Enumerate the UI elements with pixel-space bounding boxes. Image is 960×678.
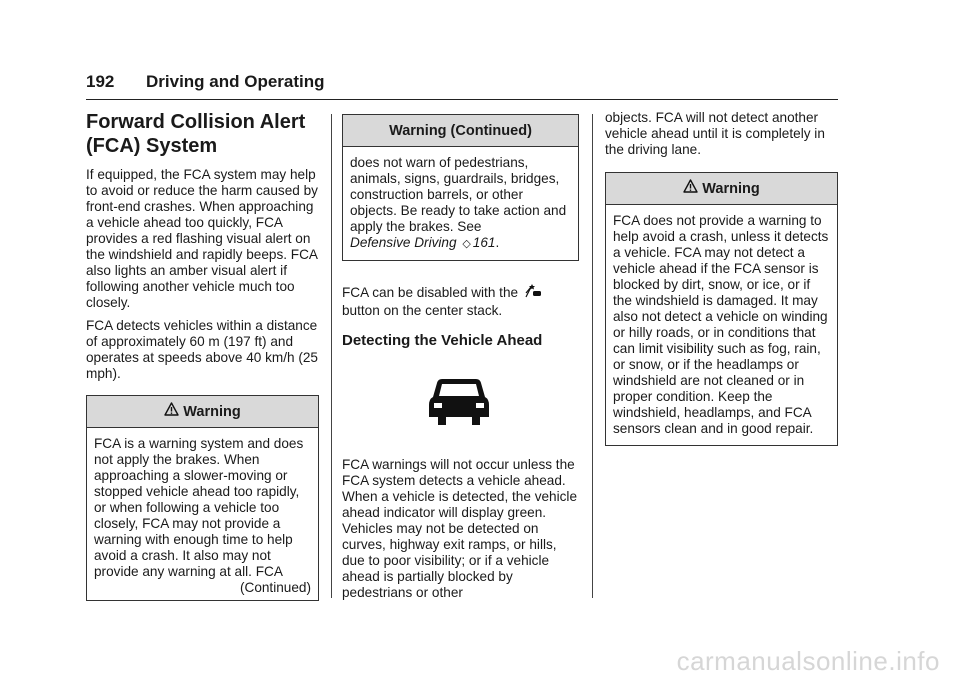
column-1 xyxy=(86,110,319,601)
warning-triangle-icon xyxy=(164,402,179,422)
warning-box-3-header xyxy=(606,173,837,205)
warning-box-2-body: does not warn of pedestrians, animals, signs, guardrails, bridges, construction barrels, or other objects. Be ready to take action and apply the brakes. See Defensive Driving ◇ 161. xyxy=(350,155,567,250)
column-divider-1 xyxy=(331,114,332,598)
warning-box-2-text: does not warn of pedestrians, animals, signs, guardrails, bridges, construction barrels, or other objects. Be ready to take action and apply the brakes. See xyxy=(350,155,567,234)
warning-triangle-icon xyxy=(683,179,698,199)
warning-box-1-text: FCA is a warning system and does not apply the brakes. When approaching a slower-moving or stopped vehicle ahead too rapidly, or when following a vehicle too closely, FCA may not provide a warning with enough time to help avoid a crash. It also may not provide any warning at all. FCA xyxy=(94,436,304,580)
vehicle-ahead-indicator-icon xyxy=(428,375,490,435)
article-title xyxy=(86,110,319,158)
watermark: carmanualsonline.info xyxy=(676,646,940,676)
column-divider-2 xyxy=(592,114,593,598)
fca-disable-text: FCA can be disabled with the xyxy=(342,285,519,300)
section-title: Driving and Operating xyxy=(146,72,325,91)
cross-reference-icon: ◇ xyxy=(462,238,471,250)
column-2 xyxy=(342,114,579,601)
intro-paragraph: If equipped, the FCA system may help to avoid or reduce the harm caused by front-end crashes. When approaching a vehicle ahead too quickly, FCA provides a red flashing visual alert on the windshield and rapidly beeps. FCA also lights an amber visual alert if following another vehicle much too closely. xyxy=(86,167,318,310)
fca-disable-text-end: button on the center stack. xyxy=(342,303,503,318)
warning-box-3-body xyxy=(606,205,837,445)
defensive-driving-link[interactable]: Defensive Driving xyxy=(350,235,457,250)
continued-label: (Continued) xyxy=(239,580,311,596)
detecting-subheading: Detecting the Vehicle Ahead xyxy=(342,332,543,349)
warning-box-3-text: FCA does not provide a warning to help avoid a crash, unless it detects a vehicle. FCA may not detect a vehicle ahead if the FCA sensor is blocked by dirt, snow, or ice, or if the windshield is damaged. It may also not detect a vehicle on winding or hilly roads, or in conditions that can limit visibility such as fog, rain, or snow, or if the headlamps or windshield are not cleaned or in proper condition. Keep the windshield, headlamps, and FCA sensors clean and in good repair. xyxy=(613,213,829,437)
warning-box-1-title: Warning xyxy=(183,404,241,420)
article-title-line1: Forward Collision Alert xyxy=(86,111,306,133)
xref-page-number[interactable]: 161 xyxy=(472,235,496,250)
continuation-paragraph: objects. FCA will not detect another vehicle ahead until it is completely in the driving lane. xyxy=(605,110,825,157)
warning-box-3 xyxy=(605,172,838,446)
warning-box-1-header xyxy=(87,396,318,428)
warning-box-1 xyxy=(86,395,319,601)
page-number: 192 xyxy=(86,72,115,91)
detection-paragraph: FCA warnings will not occur unless the FCA system detects a vehicle ahead. When a vehicle is detected, the vehicle ahead indicator will display green. Vehicles may not be detected on curves, highway exit ramps, or hills, due to poor visibility; or if a vehicle ahead is partially blocked by pedestrians or other xyxy=(342,457,578,600)
fca-disable-paragraph xyxy=(342,283,579,319)
header-rule xyxy=(86,99,838,100)
warning-box-2 xyxy=(342,114,579,261)
warning-box-2-header: Warning (Continued) xyxy=(343,115,578,147)
range-paragraph: FCA detects vehicles within a distance of approximately 60 m (197 ft) and operates at speeds above 40 km/h (25 mph). xyxy=(86,318,318,381)
page-header xyxy=(86,70,838,100)
warning-box-3-title: Warning xyxy=(702,181,760,197)
column-3 xyxy=(605,110,838,446)
warning-box-1-body xyxy=(87,428,318,600)
fca-button-icon xyxy=(524,283,542,303)
vehicle-ahead-figure xyxy=(342,375,579,435)
article-title-line2: (FCA) System xyxy=(86,135,218,157)
